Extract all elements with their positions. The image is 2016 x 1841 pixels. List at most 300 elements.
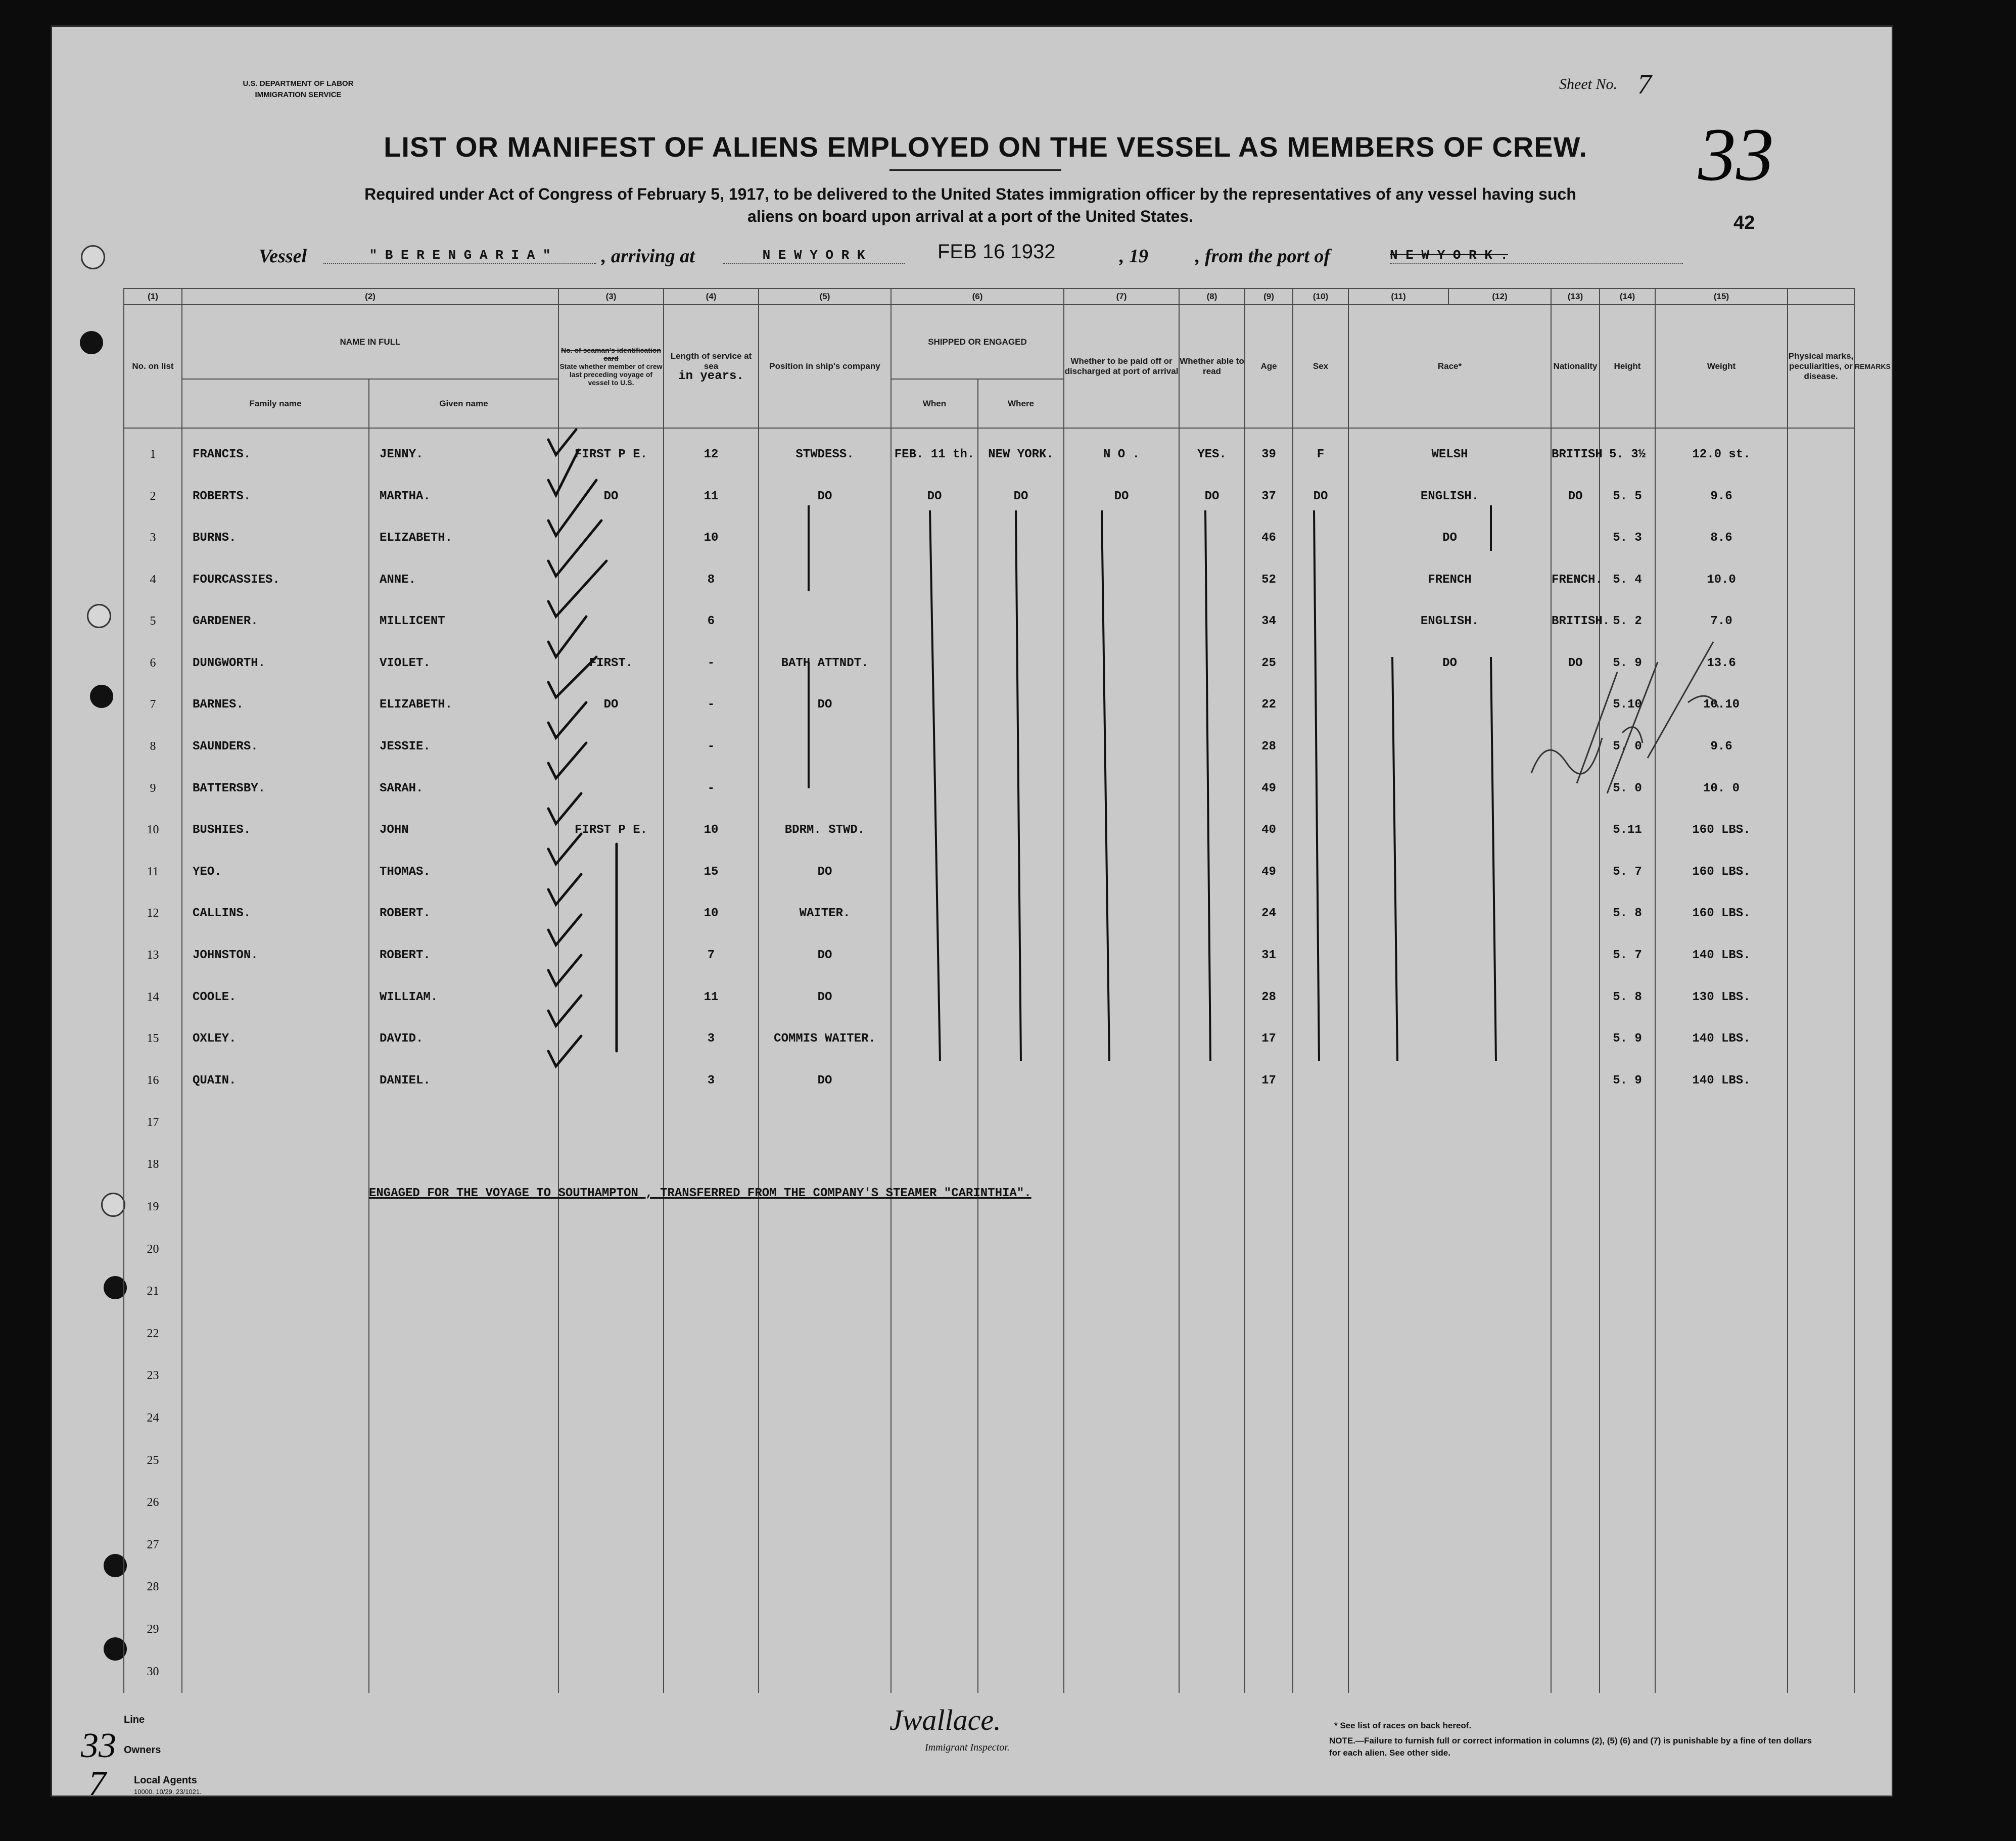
cell-prev — [558, 1312, 664, 1355]
cell-age — [1245, 1524, 1293, 1566]
cell-age: 22 — [1245, 684, 1293, 726]
cell-nationality — [1551, 1439, 1600, 1482]
cell-given: DAVID. — [369, 1018, 558, 1060]
arriving-label: , arriving at — [601, 246, 695, 267]
cell-weight: 13.6 — [1655, 642, 1788, 684]
handwritten-33: 33 — [81, 1726, 116, 1765]
cell-weight: 10. 0 — [1655, 768, 1788, 810]
col-num-remarks — [1788, 289, 1854, 305]
cell-race — [1348, 1482, 1551, 1524]
cell-no: 17 — [124, 1101, 182, 1144]
cell-weight — [1655, 1439, 1788, 1482]
cell-race — [1348, 1144, 1551, 1186]
cell-where: DO — [978, 476, 1064, 517]
col-num-14: (14) — [1600, 289, 1655, 305]
cell-no: 8 — [124, 726, 182, 768]
cell-when — [891, 1566, 978, 1609]
cell-weight: 9.6 — [1655, 476, 1788, 517]
punch-hole — [101, 1193, 125, 1217]
col-num-13: (13) — [1551, 289, 1600, 305]
cell-prev — [558, 1101, 664, 1144]
cell-height: 5. 7 — [1600, 851, 1655, 893]
cell-position: STWDESS. — [759, 428, 891, 476]
cell-no: 30 — [124, 1650, 182, 1693]
cell-service — [664, 1609, 759, 1651]
header-seaman-card-struck: No. of seaman's identification card — [561, 346, 661, 362]
header-paid-off: Whether to be paid off or discharged at port of arrival — [1064, 305, 1179, 428]
cell-read — [1179, 1312, 1245, 1355]
cell-given — [369, 1439, 558, 1482]
cell-marks — [1788, 809, 1854, 851]
cell-age — [1245, 1186, 1293, 1229]
cell-when — [891, 1144, 978, 1186]
cell-service — [664, 1228, 759, 1270]
cell-height: 5. 7 — [1600, 934, 1655, 976]
cell-service — [664, 1482, 759, 1524]
cell-nationality — [1551, 1397, 1600, 1440]
cell-service: 7 — [664, 934, 759, 976]
cell-no: 23 — [124, 1355, 182, 1397]
cell-marks — [1788, 1650, 1854, 1693]
cell-nationality — [1551, 893, 1600, 935]
cell-service: 8 — [664, 559, 759, 601]
cell-no: 11 — [124, 851, 182, 893]
cell-nationality — [1551, 1228, 1600, 1270]
cell-height: 5. 8 — [1600, 976, 1655, 1018]
cell-race: DO — [1348, 642, 1551, 684]
cell-race: DO — [1348, 517, 1551, 559]
cell-marks — [1788, 1101, 1854, 1144]
cell-sex — [1293, 1270, 1348, 1313]
cell-sex: F — [1293, 428, 1348, 476]
header-where: Where — [978, 379, 1064, 428]
cell-paid — [1064, 1228, 1179, 1270]
cell-where — [978, 1609, 1064, 1651]
cell-weight: 7.0 — [1655, 601, 1788, 643]
cell-weight: 9.6 — [1655, 726, 1788, 768]
header-sex: Sex — [1293, 305, 1348, 428]
cell-marks — [1788, 1439, 1854, 1482]
agency-line-service: IMMIGRATION SERVICE — [255, 90, 342, 99]
cell-family: FRANCIS. — [182, 428, 369, 476]
cell-family — [182, 1228, 369, 1270]
cell-race: FRENCH — [1348, 559, 1551, 601]
cell-paid — [1064, 1101, 1179, 1144]
col-num-10: (10) — [1293, 289, 1348, 305]
cell-given — [369, 1397, 558, 1440]
cell-marks — [1788, 684, 1854, 726]
cell-nationality — [1551, 1101, 1600, 1144]
cell-age — [1245, 1482, 1293, 1524]
cell-race — [1348, 1524, 1551, 1566]
cell-prev — [558, 1355, 664, 1397]
cell-position — [759, 1482, 891, 1524]
cell-where — [978, 1439, 1064, 1482]
cell-age — [1245, 1609, 1293, 1651]
header-name-in-full: NAME IN FULL — [182, 305, 558, 379]
blank-row — [124, 1524, 1854, 1566]
cell-family: DUNGWORTH. — [182, 642, 369, 684]
cell-read: YES. — [1179, 428, 1245, 476]
cell-family — [182, 1270, 369, 1313]
cell-given — [369, 1312, 558, 1355]
date-stamp: FEB 16 1932 — [937, 241, 1056, 263]
cell-weight — [1655, 1355, 1788, 1397]
cell-when — [891, 1524, 978, 1566]
col-num-9: (9) — [1245, 289, 1293, 305]
cell-family: BARNES. — [182, 684, 369, 726]
cell-marks — [1788, 428, 1854, 476]
cell-family: CALLINS. — [182, 893, 369, 935]
cell-family: BURNS. — [182, 517, 369, 559]
cell-when: FEB. 11 th. — [891, 428, 978, 476]
cell-sex — [1293, 1144, 1348, 1186]
cell-nationality — [1551, 934, 1600, 976]
cell-age: 52 — [1245, 559, 1293, 601]
header-previous-voyage — [558, 305, 664, 428]
col-num-11: (11) — [1348, 289, 1448, 305]
cell-marks — [1788, 851, 1854, 893]
cell-race — [1348, 1270, 1551, 1313]
cell-service — [664, 1650, 759, 1693]
cell-position: COMMIS WAITER. — [759, 1018, 891, 1060]
header-shipped-or-engaged: SHIPPED OR ENGAGED — [891, 305, 1064, 379]
cell-race — [1348, 1312, 1551, 1355]
header-length-of-service — [664, 305, 759, 428]
blank-row — [124, 1355, 1854, 1397]
cell-height: 5.10 — [1600, 684, 1655, 726]
punch-hole — [90, 685, 113, 708]
cell-where — [978, 1312, 1064, 1355]
cell-read — [1179, 1566, 1245, 1609]
header-in-years: in years. — [678, 369, 744, 383]
cell-age: 39 — [1245, 428, 1293, 476]
cell-sex — [1293, 1439, 1348, 1482]
vessel-name: " B E R E N G A R I A " — [323, 248, 596, 264]
cell-weight: 160 LBS. — [1655, 851, 1788, 893]
cell-given: ROBERT. — [369, 934, 558, 976]
penalty-note: NOTE.—Failure to furnish full or correct information in columns (2), (5) (6) and (7) is punishable by a fine of ten dollars for each alien. See other side. — [1329, 1736, 1812, 1758]
cell-when — [891, 1355, 978, 1397]
cell-read — [1179, 1101, 1245, 1144]
cell-position — [759, 1609, 891, 1651]
cell-given: JENNY. — [369, 428, 558, 476]
cell-age — [1245, 1144, 1293, 1186]
col-num-7: (7) — [1064, 289, 1179, 305]
punch-hole — [87, 604, 111, 628]
cell-sex — [1293, 1524, 1348, 1566]
cell-service: 10 — [664, 517, 759, 559]
cell-weight — [1655, 1186, 1788, 1229]
cell-paid — [1064, 1566, 1179, 1609]
cell-age: 28 — [1245, 976, 1293, 1018]
cell-when — [891, 1270, 978, 1313]
cell-family — [182, 1186, 369, 1229]
cell-age — [1245, 1355, 1293, 1397]
cell-family — [182, 1355, 369, 1397]
header-family-name: Family name — [182, 379, 369, 428]
cell-marks — [1788, 642, 1854, 684]
col-num-4: (4) — [664, 289, 759, 305]
cell-given — [369, 1524, 558, 1566]
cell-paid: N O . — [1064, 428, 1179, 476]
cell-prev — [558, 1566, 664, 1609]
cell-read — [1179, 1439, 1245, 1482]
from-port: N E W Y O R K . — [1390, 248, 1683, 264]
cell-race — [1348, 1397, 1551, 1440]
voyage-note: ENGAGED FOR THE VOYAGE TO SOUTHAMPTON , TRANSFERRED FROM THE COMPANY'S STEAMER "CARINTHIA". — [369, 1187, 1032, 1200]
cell-where — [978, 1482, 1064, 1524]
cell-height — [1600, 1312, 1655, 1355]
cell-weight — [1655, 1397, 1788, 1440]
cell-weight: 130 LBS. — [1655, 976, 1788, 1018]
col-num-8: (8) — [1179, 289, 1245, 305]
cell-family — [182, 1524, 369, 1566]
cell-race — [1348, 1650, 1551, 1693]
cell-sex — [1293, 1566, 1348, 1609]
cell-paid — [1064, 1312, 1179, 1355]
cell-race — [1348, 1101, 1551, 1144]
header-when: When — [891, 379, 978, 428]
cell-nationality — [1551, 1482, 1600, 1524]
cell-sex: DO — [1293, 476, 1348, 517]
cell-family — [182, 1312, 369, 1355]
cell-marks — [1788, 1228, 1854, 1270]
cell-height — [1600, 1650, 1655, 1693]
cell-service: - — [664, 768, 759, 810]
from-port-label: , from the port of — [1195, 246, 1331, 267]
cell-read — [1179, 1270, 1245, 1313]
cell-height: 5. 9 — [1600, 1060, 1655, 1102]
cell-prev — [558, 1270, 664, 1313]
cell-given: WILLIAM. — [369, 976, 558, 1018]
cell-marks — [1788, 1018, 1854, 1060]
cell-weight: 160 LBS. — [1655, 809, 1788, 851]
cell-age — [1245, 1397, 1293, 1440]
cell-marks — [1788, 1312, 1854, 1355]
cell-marks — [1788, 559, 1854, 601]
cell-nationality — [1551, 1060, 1600, 1102]
cell-given — [369, 1355, 558, 1397]
col-num-5: (5) — [759, 289, 891, 305]
cell-height: 5. 3 — [1600, 517, 1655, 559]
cell-marks — [1788, 726, 1854, 768]
cell-service: 6 — [664, 601, 759, 643]
cell-given — [369, 1482, 558, 1524]
cell-prev — [558, 1397, 664, 1440]
cell-no: 10 — [124, 809, 182, 851]
blank-row — [124, 1270, 1854, 1313]
cell-where — [978, 1144, 1064, 1186]
cell-marks — [1788, 1270, 1854, 1313]
cell-position — [759, 1566, 891, 1609]
cell-position: DO — [759, 1060, 891, 1102]
cell-position — [759, 1650, 891, 1693]
cell-service — [664, 1101, 759, 1144]
cell-family: QUAIN. — [182, 1060, 369, 1102]
cell-read — [1179, 1524, 1245, 1566]
cell-read — [1179, 1609, 1245, 1651]
cell-given — [369, 1270, 558, 1313]
print-code: 10000. 10/29. 23/1021. — [134, 1788, 202, 1796]
cell-sex — [1293, 1482, 1348, 1524]
cell-position — [759, 1101, 891, 1144]
header-age: Age — [1245, 305, 1293, 428]
cell-read — [1179, 1144, 1245, 1186]
cell-sex — [1293, 1650, 1348, 1693]
cell-family: SAUNDERS. — [182, 726, 369, 768]
cell-paid — [1064, 1439, 1179, 1482]
cell-race: ENGLISH. — [1348, 601, 1551, 643]
cell-nationality — [1551, 851, 1600, 893]
cell-height — [1600, 1439, 1655, 1482]
cell-height — [1600, 1397, 1655, 1440]
cell-when: DO — [891, 476, 978, 517]
cell-service — [664, 1312, 759, 1355]
cell-nationality — [1551, 1355, 1600, 1397]
cell-given: MILLICENT — [369, 601, 558, 643]
cell-family — [182, 1439, 369, 1482]
cell-no: 22 — [124, 1312, 182, 1355]
cell-paid — [1064, 1609, 1179, 1651]
blank-row — [124, 1228, 1854, 1270]
cell-nationality — [1551, 1312, 1600, 1355]
cell-sex — [1293, 1312, 1348, 1355]
cell-no: 3 — [124, 517, 182, 559]
cell-height: 5.11 — [1600, 809, 1655, 851]
cell-prev — [558, 1482, 664, 1524]
cell-marks — [1788, 934, 1854, 976]
cell-age — [1245, 1566, 1293, 1609]
cell-height: 5. 9 — [1600, 1018, 1655, 1060]
cell-height: 5. 0 — [1600, 726, 1655, 768]
blank-row — [124, 1482, 1854, 1524]
cell-given: DANIEL. — [369, 1060, 558, 1102]
header-physical-marks: Physical marks, peculiarities, or disease. — [1788, 305, 1854, 428]
cell-no: 13 — [124, 934, 182, 976]
cell-sex — [1293, 1355, 1348, 1397]
subtitle-line-2: aliens on board upon arrival at a port of the United States. — [747, 207, 1193, 225]
cell-nationality — [1551, 976, 1600, 1018]
cell-position: DO — [759, 684, 891, 726]
cell-age — [1245, 1270, 1293, 1313]
cell-where — [978, 1397, 1064, 1440]
cell-paid — [1064, 1144, 1179, 1186]
cell-when — [891, 1101, 978, 1144]
cell-no: 16 — [124, 1060, 182, 1102]
cell-family — [182, 1650, 369, 1693]
document-subtitle — [212, 183, 1728, 227]
cell-service — [664, 1144, 759, 1186]
cell-no: 20 — [124, 1228, 182, 1270]
header-no-on-list: No. on list — [124, 305, 182, 428]
cell-height: 5. 8 — [1600, 893, 1655, 935]
cell-marks — [1788, 1609, 1854, 1651]
cell-race — [1348, 1186, 1551, 1229]
blank-row — [124, 1609, 1854, 1651]
sheet-label: Sheet No. — [1559, 76, 1617, 92]
cell-no: 1 — [124, 428, 182, 476]
col-num-12: (12) — [1448, 289, 1551, 305]
cell-family — [182, 1397, 369, 1440]
cell-paid — [1064, 1524, 1179, 1566]
cell-position: DO — [759, 934, 891, 976]
col-num-6: (6) — [891, 289, 1064, 305]
cell-height — [1600, 1482, 1655, 1524]
cell-read — [1179, 1186, 1245, 1229]
cell-paid: DO — [1064, 476, 1179, 517]
cell-marks — [1788, 893, 1854, 935]
blank-row — [124, 1566, 1854, 1609]
cell-no: 21 — [124, 1270, 182, 1313]
cell-service: 11 — [664, 976, 759, 1018]
cell-given: ANNE. — [369, 559, 558, 601]
cell-weight — [1655, 1524, 1788, 1566]
cell-no: 2 — [124, 476, 182, 517]
agency-label — [222, 78, 374, 101]
cell-service: 11 — [664, 476, 759, 517]
cell-service: 10 — [664, 809, 759, 851]
cell-height: 5. 2 — [1600, 601, 1655, 643]
cell-age: 17 — [1245, 1060, 1293, 1102]
cell-family — [182, 1101, 369, 1144]
col-num-2: (2) — [182, 289, 558, 305]
cell-age — [1245, 1228, 1293, 1270]
cell-marks — [1788, 1482, 1854, 1524]
inspector-signature: Jwallace. — [889, 1704, 1001, 1736]
cell-given: VIOLET. — [369, 642, 558, 684]
cell-paid — [1064, 1482, 1179, 1524]
cell-prev — [558, 1609, 664, 1651]
cell-service: - — [664, 726, 759, 768]
cell-nationality — [1551, 1609, 1600, 1651]
cell-height — [1600, 1270, 1655, 1313]
cell-age: 24 — [1245, 893, 1293, 935]
cell-age: 17 — [1245, 1018, 1293, 1060]
header-previous-voyage-text: State whether member of crew last preceding voyage of vessel to U.S. — [559, 362, 663, 387]
cell-service: 10 — [664, 893, 759, 935]
cell-height: 5. 5 — [1600, 476, 1655, 517]
cell-age: 37 — [1245, 476, 1293, 517]
cell-nationality — [1551, 1270, 1600, 1313]
cell-given — [369, 1144, 558, 1186]
blank-row — [124, 1101, 1854, 1144]
cell-no: 7 — [124, 684, 182, 726]
cell-position: BDRM. STWD. — [759, 809, 891, 851]
header-nationality: Nationality — [1551, 305, 1600, 428]
cell-service: 3 — [664, 1018, 759, 1060]
header-able-to-read: Whether able to read — [1179, 305, 1245, 428]
cell-service — [664, 1397, 759, 1440]
cell-where — [978, 1524, 1064, 1566]
cell-marks — [1788, 601, 1854, 643]
cell-age: 31 — [1245, 934, 1293, 976]
cell-weight: 8.6 — [1655, 517, 1788, 559]
cell-no: 14 — [124, 976, 182, 1018]
cell-where: NEW YORK. — [978, 428, 1064, 476]
sheet-number: 7 — [1637, 69, 1652, 100]
cell-given: ROBERT. — [369, 893, 558, 935]
cell-prev: FIRST P E. — [558, 809, 664, 851]
cell-height — [1600, 1228, 1655, 1270]
cell-nationality: DO — [1551, 476, 1600, 517]
cell-no: 25 — [124, 1439, 182, 1482]
cell-given: JOHN — [369, 809, 558, 851]
handwritten-page-number: 33 — [1698, 113, 1774, 197]
cell-height — [1600, 1101, 1655, 1144]
cell-prev: DO — [558, 684, 664, 726]
cell-prev — [558, 1439, 664, 1482]
